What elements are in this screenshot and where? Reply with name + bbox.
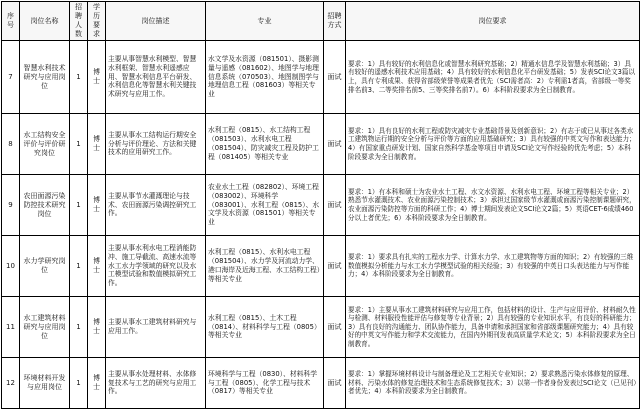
cell-req: 要求：1）要求具有扎实的工程水力学、计算水力学、水工建筑物等方面的知识；2）有较强的三维数值模拟分析能力与水工水力学模型试验的相关经验；3）有较强的中英日口头表达能力与写作能力；4）本科阶段要求为全日制教育。 bbox=[346, 236, 640, 297]
cell-seq: 8 bbox=[2, 114, 20, 175]
cell-count: 1 bbox=[70, 41, 88, 114]
header-post-name: 岗位名称 bbox=[20, 2, 70, 41]
table-row bbox=[2, 41, 640, 114]
cell-desc: 主要从事节水灌溉理论与技术、农田面源污染调控研究工作。 bbox=[106, 175, 206, 236]
cell-post-name: 水工建筑材料研究与应用岗位 bbox=[20, 297, 70, 358]
cell-seq: 12 bbox=[2, 358, 20, 409]
table-row bbox=[2, 114, 640, 175]
cell-major: 水文学及水资源（081501）、摄影测量与遥感（081602）、地图学与地理信息系统（070503）、地图制图学与地理信息工程（081603）等相关专业 bbox=[206, 41, 324, 114]
cell-count: 1 bbox=[70, 114, 88, 175]
header-req: 岗位要求 bbox=[346, 2, 640, 41]
cell-seq: 9 bbox=[2, 175, 20, 236]
cell-major: 水利工程（0815）、水利水电工程（081504）、水力学及河流动力学、港口海岸及近海工程、水工结构工程）等相关专业 bbox=[206, 236, 324, 297]
cell-count: 1 bbox=[70, 297, 88, 358]
cell-degree: 博士 bbox=[88, 114, 106, 175]
cell-post-name: 智慧水利技术研究与应用岗位 bbox=[20, 41, 70, 114]
cell-desc: 主要从事水利水电工程消能防冲、施工导截流、高速水流等水工水力学领域的研究以及水工模型试验和数值模拟研究工作。 bbox=[106, 236, 206, 297]
cell-post-name: 环境材料开发与应用岗位 bbox=[20, 358, 70, 409]
table-row bbox=[2, 175, 640, 236]
table-row bbox=[2, 358, 640, 409]
cell-req: 要求：1）主要从事水工建筑材料研究与应用工作，包括材料的设计、生产与应用评价、材料耐久性与检测、材料服役性能评估与修复等专业背景；2）具有较强的专业知识水平，有良好的科研能力；3）具有良好的沟通能力、团队协作能力，具备申请和承担国家和省部级课题研究能力；4）具有较好的中英文写作能力和学术交流能力，在国内外期刊发表高质量学术论文；5）本科阶段要求为全日制教育。 bbox=[346, 297, 640, 358]
header-degree: 学历要求 bbox=[88, 2, 106, 41]
cell-desc: 主要从事水工建筑材料研究与应用工作。 bbox=[106, 297, 206, 358]
cell-post-name: 水力学研究岗位 bbox=[20, 236, 70, 297]
cell-major: 农业水土工程（082802）、环境工程（083002）、环境科学（083001）、水利工程（0815）、水文学及水资源（081501）等相关专业 bbox=[206, 175, 324, 236]
table-row bbox=[2, 236, 640, 297]
cell-method: 面试 bbox=[324, 175, 346, 236]
cell-method: 面试 bbox=[324, 358, 346, 409]
cell-degree: 博士 bbox=[88, 358, 106, 409]
cell-method: 面试 bbox=[324, 236, 346, 297]
cell-desc: 主要从事水处理材料、水体修复技术与工艺的研究与应用工作。 bbox=[106, 358, 206, 409]
cell-degree: 博士 bbox=[88, 236, 106, 297]
header-desc: 岗位描述 bbox=[106, 2, 206, 41]
cell-method: 面试 bbox=[324, 114, 346, 175]
header-count: 招聘人数 bbox=[70, 2, 88, 41]
table-header-row bbox=[2, 2, 640, 41]
recruitment-table bbox=[1, 1, 640, 409]
cell-method: 面试 bbox=[324, 297, 346, 358]
cell-req: 要求：1）掌握环境材料设计与制备理论及工艺相关专业知识；2）要求熟悉污染水体修复的原理、材料、污染水体的修复治理技术和生态系统修复技术；3）以第一作者身份发表过SCI论文（已见刊）者优先；4）本科阶段要求为全日制教育。 bbox=[346, 358, 640, 409]
cell-seq: 10 bbox=[2, 236, 20, 297]
cell-degree: 博士 bbox=[88, 297, 106, 358]
cell-method: 面试 bbox=[324, 41, 346, 114]
cell-degree: 博士 bbox=[88, 175, 106, 236]
cell-count: 1 bbox=[70, 175, 88, 236]
cell-post-name: 水工结构安全评价与评价研究岗位 bbox=[20, 114, 70, 175]
cell-seq: 7 bbox=[2, 41, 20, 114]
cell-seq: 11 bbox=[2, 297, 20, 358]
cell-count: 1 bbox=[70, 236, 88, 297]
cell-major: 水利工程（0815）、水工结构工程（081503）、水利水电工程（081504）、防灾减灾工程及防护工程（081405）等相关专业 bbox=[206, 114, 324, 175]
header-major: 专业 bbox=[206, 2, 324, 41]
cell-degree: 博士 bbox=[88, 41, 106, 114]
cell-desc: 主要从事水工结构运行期安全分析与评价理论、方法和关键技术的应用研究工作。 bbox=[106, 114, 206, 175]
cell-desc: 主要从事智慧水利模型、智慧水利框架、智慧水利遥感应用、智慧水利信息平台研发、水利信息化等智慧水利关键技术研究与应用工作。 bbox=[106, 41, 206, 114]
cell-req: 要求：1）有本科和硕士为农业水土工程、水文水资源、水利水电工程、环境工程等相关专业；2）熟悉节水灌溉技术、农业面源污染控制技术；3）承担过国家级节水灌溉或面源污染控制课题研究，农业面源污染防控等方面的科研工作；4）博士期间发表论文SCI论文2篇；5）英语CET-6成绩460分以上者优先；6）本科阶段要求为全日制教育。 bbox=[346, 175, 640, 236]
cell-count: 1 bbox=[70, 358, 88, 409]
cell-req: 要求：1）具有良好的水利工程或防灾减灾专业基础背景及创新意识；2）有志于或已从事过各类水工建筑物运行期的安全分析与评价等方面的应用基础研究；3）具有较强的中英文写作和表达能力；4）有国家重点研发计划、国家自然科学基金等项目申请及SCI论文写作经验的优先考虑；5）本科阶段要求为全日制教育。 bbox=[346, 114, 640, 175]
header-seq: 序号 bbox=[2, 2, 20, 41]
cell-req: 要求：1）具有较好的水利信息化或智慧水利研究基础；2）精通水信息学及智慧水利基础；3）具有较好的遥感水利技术应用基础；4）具有较好的水利信息化平台研发基础；5）发表SCI论文3篇以上，具有专利成果、获得省部级荣誉等成果者优先（SCI需者高：2）专利需1者高，省部级一等奖排名前3、二等奖排名前5、三等奖排名前7）。6）本科阶段要求为全日制教育。 bbox=[346, 41, 640, 114]
cell-major: 环境科学与工程（0830）、材料科学与工程（0805）、化学工程与技术（0817）等相关专业 bbox=[206, 358, 324, 409]
cell-major: 水利工程（0815）、土木工程（0814）、材料科学与工程（0805）等相关专业 bbox=[206, 297, 324, 358]
header-method: 招聘方式 bbox=[324, 2, 346, 41]
cell-post-name: 农田面源污染防控技术研究岗位 bbox=[20, 175, 70, 236]
table-row bbox=[2, 297, 640, 358]
